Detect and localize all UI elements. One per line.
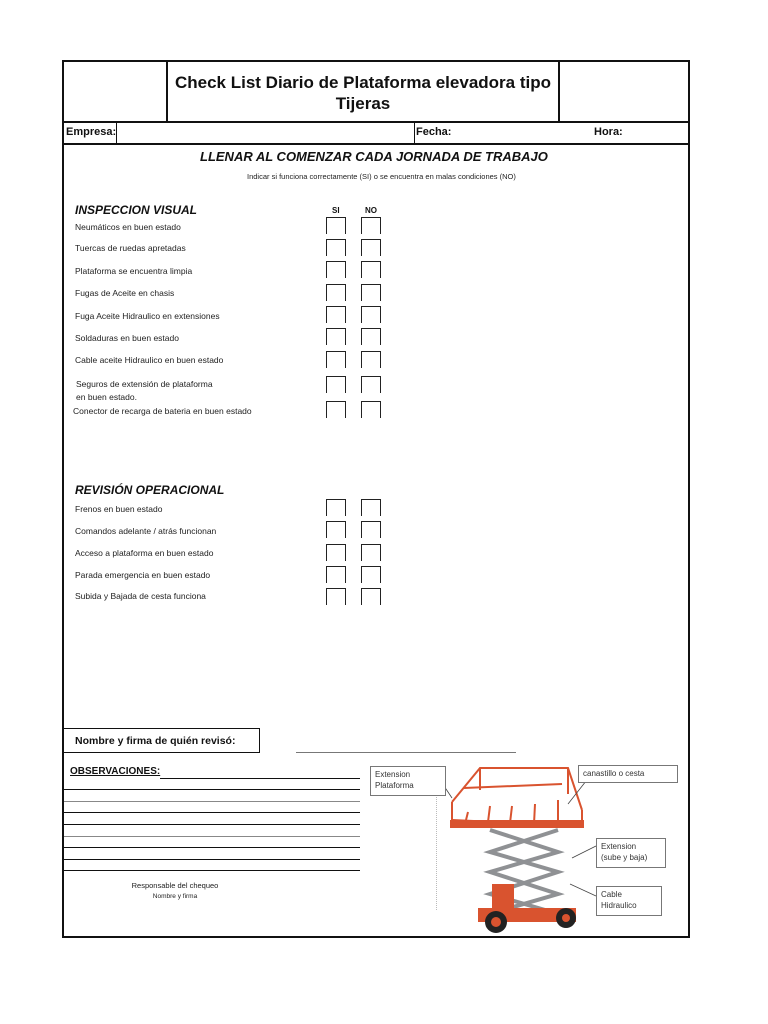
visual-item-si-checkbox[interactable]: [326, 261, 346, 278]
operational-item: Frenos en buen estado: [75, 504, 163, 514]
visual-item-si-checkbox[interactable]: [326, 351, 346, 368]
visual-item: Seguros de extensión de plataforma: [76, 379, 213, 389]
operational-item-si-checkbox[interactable]: [326, 588, 346, 605]
observation-line[interactable]: [64, 824, 360, 825]
callout-extension: [596, 838, 666, 868]
callout-extension-line1: Extension: [601, 842, 637, 851]
platform-deck: [450, 820, 584, 828]
observation-line[interactable]: [64, 836, 360, 837]
fecha-label: Fecha:: [416, 126, 452, 138]
observation-line[interactable]: [64, 847, 360, 848]
operational-item-no-checkbox[interactable]: [361, 521, 381, 538]
responsible-subcaption: Nombre y firma: [152, 893, 198, 900]
callout-extension-platform-line1: Extension: [375, 770, 411, 779]
callout-cable-line2: Hidraulico: [601, 901, 637, 910]
observation-line[interactable]: [64, 801, 360, 802]
visual-item-no-checkbox[interactable]: [361, 239, 381, 256]
observation-line[interactable]: [160, 778, 360, 779]
empresa-field[interactable]: [118, 123, 413, 142]
visual-item: Soldaduras en buen estado: [75, 333, 179, 343]
visual-item-no-checkbox[interactable]: [361, 401, 381, 418]
callout-extension-platform: [370, 766, 446, 796]
signature-label: Nombre y firma de quién revisó:: [62, 728, 260, 753]
visual-item: Neumáticos en buen estado: [75, 222, 181, 232]
operational-item-si-checkbox[interactable]: [326, 499, 346, 516]
callout-extension-platform-line2: Plataforma: [375, 781, 414, 790]
visual-section-title: INSPECCION VISUAL: [75, 203, 198, 217]
page-title: [168, 72, 558, 114]
operational-item: Comandos adelante / atrás funcionan: [75, 526, 217, 536]
visual-item: Fugas de Aceite en chasis: [75, 288, 175, 298]
hora-field[interactable]: [624, 123, 686, 142]
visual-item-no-checkbox[interactable]: [361, 261, 381, 278]
visual-item-si-checkbox[interactable]: [326, 284, 346, 301]
operational-item-no-checkbox[interactable]: [361, 544, 381, 561]
visual-item: Conector de recarga de bateria en buen estado: [73, 406, 252, 416]
visual-item-si-checkbox[interactable]: [326, 239, 346, 256]
visual-item-no-checkbox[interactable]: [361, 351, 381, 368]
observation-line[interactable]: [64, 789, 360, 790]
visual-item-continuation: en buen estado.: [76, 392, 137, 402]
no-column-header: NO: [365, 206, 377, 215]
visual-item-no-checkbox[interactable]: [361, 217, 381, 234]
callout-cable: [596, 886, 662, 916]
observation-line[interactable]: [64, 870, 360, 871]
empresa-label-divider: [116, 122, 117, 144]
visual-item: Cable aceite Hidraulico en buen estado: [75, 355, 224, 365]
operational-item-no-checkbox[interactable]: [361, 566, 381, 583]
instructions-text: Indicar si funciona correctamente (SI) o se encuentra en malas condiciones (NO): [247, 172, 516, 181]
banner-heading: LLENAR AL COMENZAR CADA JORNADA DE TRABAJO: [200, 149, 548, 164]
operational-item-no-checkbox[interactable]: [361, 588, 381, 605]
platform-railing-icon: [452, 768, 582, 826]
callout-extension-line2: (sube y baja): [601, 853, 648, 862]
callout-cesta: [578, 765, 678, 783]
empresa-row-divider: [62, 143, 690, 145]
visual-item-no-checkbox[interactable]: [361, 328, 381, 345]
visual-item: Plataforma se encuentra limpia: [75, 266, 193, 276]
callout-cesta-label: canastillo o cesta: [583, 769, 645, 778]
operational-item-si-checkbox[interactable]: [326, 521, 346, 538]
title-line-2: Tijeras: [335, 94, 391, 113]
fecha-divider: [414, 122, 415, 144]
hora-label: Hora:: [594, 126, 623, 138]
visual-item-no-checkbox[interactable]: [361, 284, 381, 301]
visual-item: Tuercas de ruedas apretadas: [75, 243, 186, 253]
operational-item: Acceso a plataforma en buen estado: [75, 548, 214, 558]
operational-item: Subida y Bajada de cesta funciona: [75, 591, 206, 601]
visual-item-si-checkbox[interactable]: [326, 328, 346, 345]
observation-line[interactable]: [64, 859, 360, 860]
operational-item: Parada emergencia en buen estado: [75, 570, 211, 580]
visual-item: Fuga Aceite Hidraulico en extensiones: [75, 311, 220, 321]
operational-item-no-checkbox[interactable]: [361, 499, 381, 516]
responsible-caption: Responsable del chequeo: [131, 881, 219, 890]
operational-item-si-checkbox[interactable]: [326, 566, 346, 583]
front-hub: [491, 917, 501, 927]
visual-item-no-checkbox[interactable]: [361, 376, 381, 393]
arrow-cable: [570, 884, 596, 896]
visual-item-si-checkbox[interactable]: [326, 217, 346, 234]
rear-hub: [562, 914, 570, 922]
operational-item-si-checkbox[interactable]: [326, 544, 346, 561]
scissor-lift-illustration: [440, 760, 600, 935]
observation-line[interactable]: [64, 812, 360, 813]
signature-line[interactable]: [296, 752, 516, 753]
arrow-extension: [572, 846, 596, 858]
observations-label: OBSERVACIONES:: [70, 766, 161, 777]
code-cell-divider: [558, 60, 560, 122]
control-box: [492, 884, 514, 912]
empresa-label: Empresa:: [66, 126, 117, 138]
visual-item-si-checkbox[interactable]: [326, 306, 346, 323]
visual-item-no-checkbox[interactable]: [361, 306, 381, 323]
operational-section-title: REVISIÓN OPERACIONAL: [75, 483, 225, 497]
si-column-header: SI: [332, 206, 340, 215]
visual-item-si-checkbox[interactable]: [326, 401, 346, 418]
fecha-field[interactable]: [450, 123, 590, 142]
callout-cable-line1: Cable: [601, 890, 622, 899]
visual-item-si-checkbox[interactable]: [326, 376, 346, 393]
title-line-1: Check List Diario de Plataforma elevadora tipo: [174, 73, 551, 92]
